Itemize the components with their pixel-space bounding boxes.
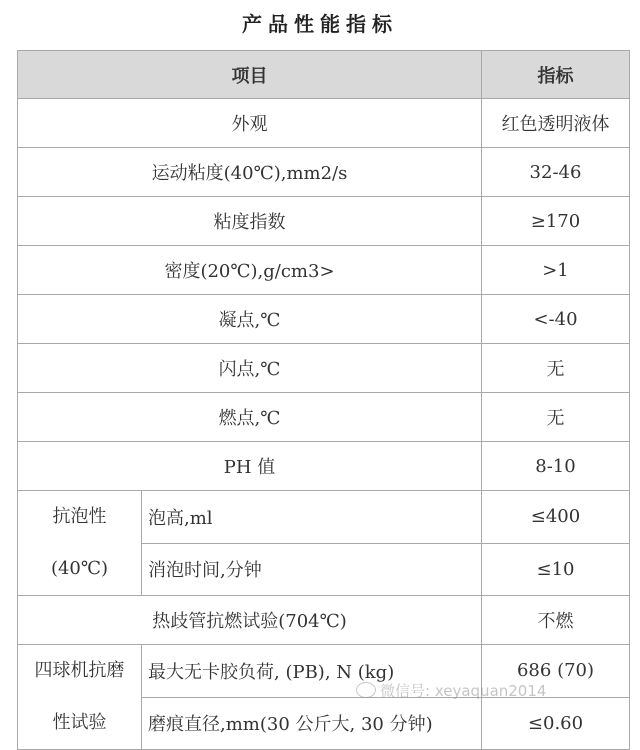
row-item: 热歧管抗燃试验(704℃) bbox=[18, 596, 482, 645]
table-row bbox=[18, 596, 630, 645]
row-item: 磨痕直径,mm(30 公斤大, 30 分钟) bbox=[142, 697, 482, 750]
row-item: 运动粘度(40℃),mm2/s bbox=[18, 148, 482, 197]
row-item: 消泡时间,分钟 bbox=[142, 543, 482, 596]
row-spec: >1 bbox=[482, 246, 630, 295]
row-item: PH 值 bbox=[18, 442, 482, 491]
row-item: 外观 bbox=[18, 99, 482, 148]
table-row bbox=[18, 295, 630, 344]
page-title: 产品性能指标 bbox=[242, 12, 398, 36]
row-spec: 686 (70) bbox=[482, 645, 630, 698]
header-spec: 指标 bbox=[482, 51, 630, 99]
foam-group-line2: (40℃) bbox=[50, 558, 109, 579]
row-spec: 无 bbox=[482, 393, 630, 442]
table-row bbox=[18, 442, 630, 491]
row-item: 密度(20℃),g/cm3> bbox=[18, 246, 482, 295]
row-item: 泡高,ml bbox=[142, 491, 482, 544]
spec-table bbox=[17, 50, 630, 750]
foam-group-label bbox=[18, 491, 142, 596]
table-row bbox=[18, 197, 630, 246]
row-spec: 不燃 bbox=[482, 596, 630, 645]
row-spec: 32-46 bbox=[482, 148, 630, 197]
row-item: 闪点,℃ bbox=[18, 344, 482, 393]
row-item: 凝点,℃ bbox=[18, 295, 482, 344]
row-spec: ≤400 bbox=[482, 491, 630, 544]
row-spec: <-40 bbox=[482, 295, 630, 344]
row-item: 粘度指数 bbox=[18, 197, 482, 246]
fourball-group-label bbox=[18, 645, 142, 750]
row-spec: ≥170 bbox=[482, 197, 630, 246]
row-item: 燃点,℃ bbox=[18, 393, 482, 442]
row-item: 最大无卡胶负荷, (PB), N (kg) bbox=[142, 645, 482, 698]
wechat-icon bbox=[356, 682, 376, 698]
foam-group-line1: 抗泡性 bbox=[52, 506, 107, 527]
table-row bbox=[18, 99, 630, 148]
watermark-text: 微信号: xeyaquan2014 bbox=[380, 682, 547, 700]
row-spec: 红色透明液体 bbox=[482, 99, 630, 148]
row-spec: 无 bbox=[482, 344, 630, 393]
table-header-row bbox=[18, 51, 630, 99]
table-row bbox=[18, 344, 630, 393]
table-row bbox=[18, 148, 630, 197]
row-spec: ≤0.60 bbox=[482, 697, 630, 750]
watermark bbox=[356, 680, 546, 701]
header-item: 项目 bbox=[18, 51, 482, 99]
row-spec: 8-10 bbox=[482, 442, 630, 491]
fourball-group-line2: 性试验 bbox=[52, 712, 107, 733]
table-row bbox=[18, 393, 630, 442]
row-spec: ≤10 bbox=[482, 543, 630, 596]
fourball-group-line1: 四球机抗磨 bbox=[34, 660, 125, 681]
table-row bbox=[18, 246, 630, 295]
table-row bbox=[18, 491, 630, 544]
